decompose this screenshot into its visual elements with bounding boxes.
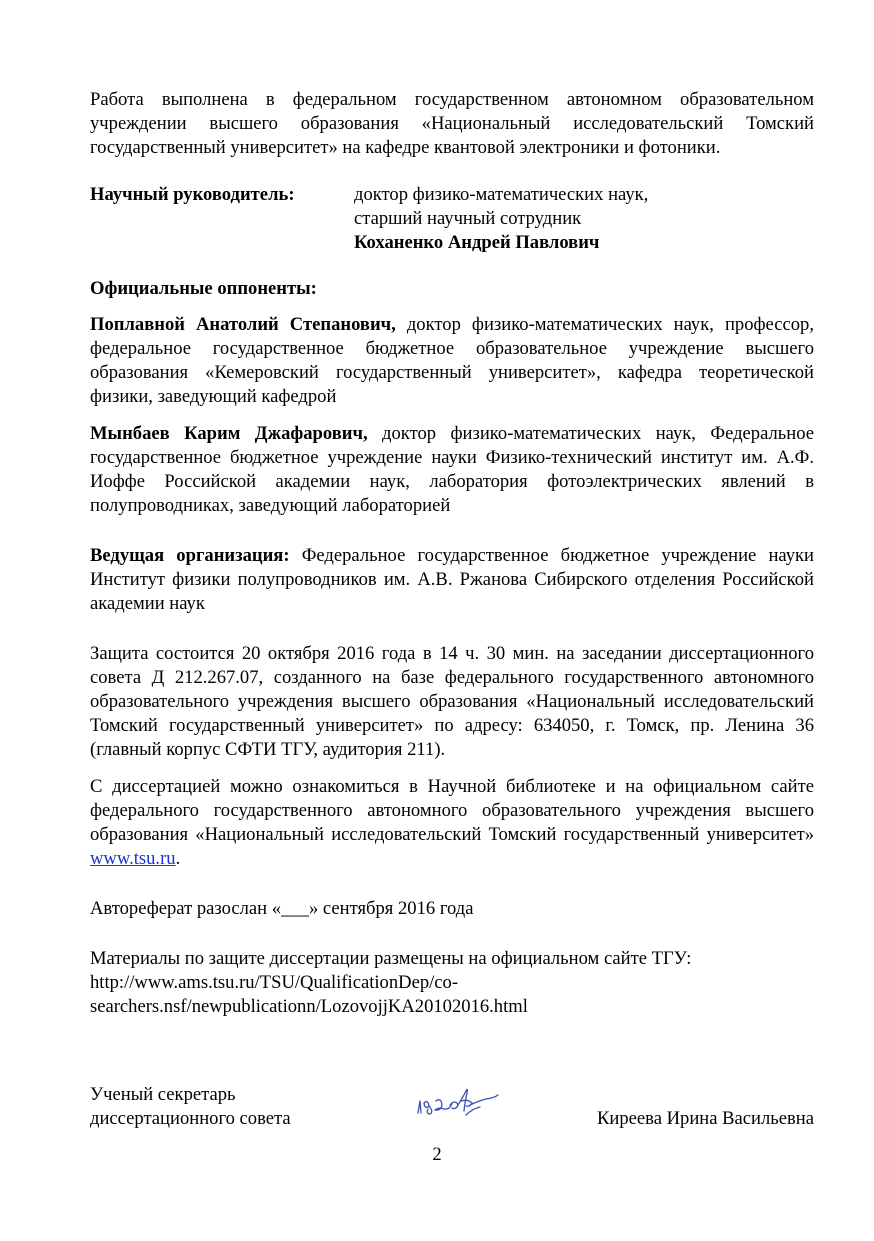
advisor-details xyxy=(354,183,648,255)
materials-url-line-2: searchers.nsf/newpublicationn/LozovojjKA20102016.html xyxy=(90,996,528,1017)
lead-organization xyxy=(90,544,814,616)
advisor-position: старший научный сотрудник xyxy=(354,208,582,229)
library-text: С диссертацией можно ознакомиться в Научной библиотеке и на официальном сайте федерального государственного автономного образовательного учреждения высшего образования «Национальный исследовательский Томский государственный университет» xyxy=(90,776,814,845)
library-end: . xyxy=(175,848,181,869)
opponents-heading: Официальные оппоненты: xyxy=(90,278,317,299)
opponent-1-details: доктор физико-математических наук, профессор, федеральное государственное бюджетное образовательное учреждение высшего образования «Кемеровский государственный университет», кафедра теоретической физики, заведующий кафедрой xyxy=(90,314,814,407)
advisor-degree: доктор физико-математических наук, xyxy=(354,184,649,205)
secretary-title: Ученый секретарь диссертационного совета xyxy=(90,1084,291,1129)
advisor-name: Коханенко Андрей Павлович xyxy=(354,232,600,253)
abstract-sent-date: Автореферат разослан «___» сентября 2016 года xyxy=(90,898,474,919)
lead-organization-label: Ведущая организация: xyxy=(90,545,290,566)
advisor-block xyxy=(90,183,814,255)
advisor-label: Научный руководитель: xyxy=(90,184,295,205)
secretary-name: Киреева Ирина Васильевна xyxy=(597,1108,814,1129)
opponent-2-name: Мынбаев Карим Джафарович, xyxy=(90,423,368,444)
library-paragraph xyxy=(90,775,814,871)
secretary-signature-block xyxy=(90,1083,814,1143)
tsu-website-link[interactable]: www.tsu.ru xyxy=(90,848,176,869)
document-body xyxy=(90,88,814,1019)
defense-paragraph: Защита состоится 20 октября 2016 года в 14 ч. 30 мин. на заседании диссертационного совета Д 212.267.07, созданного на базе федерального государственного автономного образовательного учреждения высшего образования «Национальный исследовательский Томский государственный университет» по адресу: 634050, г. Томск, пр. Ленина 36 (главный корпус СФТИ ТГУ, аудитория 211). xyxy=(90,643,814,760)
opponent-1 xyxy=(90,313,814,409)
materials-block xyxy=(90,947,814,1019)
page-number: 2 xyxy=(432,1144,442,1165)
opponent-2 xyxy=(90,422,814,518)
lead-organization-text: Федеральное государственное бюджетное учреждение науки Институт физики полупроводников им. А.В. Ржанова Сибирского отделения Российской академии наук xyxy=(90,545,814,614)
materials-url-line-1: http://www.ams.tsu.ru/TSU/QualificationDep/co- xyxy=(90,972,459,993)
opponent-2-details: доктор физико-математических наук, Федеральное государственное бюджетное учреждение науки Физико-технический институт им. А.Ф. Иоффе Российской академии наук, лаборатория фотоэлектрических явлений в полупроводниках, заведующий лабораторией xyxy=(90,423,814,516)
intro-paragraph: Работа выполнена в федеральном государственном автономном образовательном учреждении высшего образования «Национальный исследовательский Томский государственный университет» на кафедре квантовой электроники и фотоники. xyxy=(90,89,814,158)
handwritten-signature-icon xyxy=(408,1079,504,1129)
materials-line-1: Материалы по защите диссертации размещены на официальном сайте ТГУ: xyxy=(90,948,692,969)
opponent-1-name: Поплавной Анатолий Степанович, xyxy=(90,314,396,335)
